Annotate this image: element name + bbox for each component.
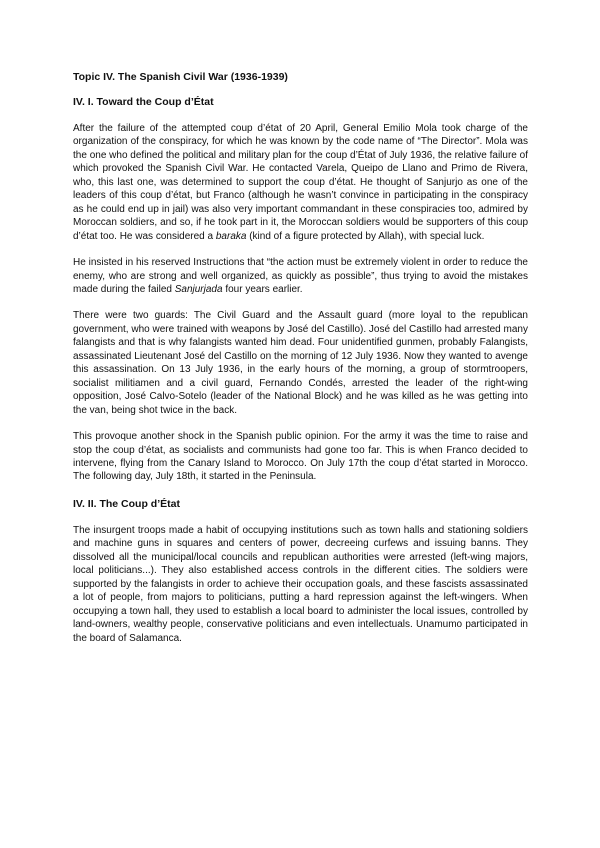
italic-term-baraka: baraka [215,230,247,242]
italic-term-sanjurjada: Sanjurjada [174,283,223,295]
paragraph-text: He insisted in his reserved Instructions that “the action must be extremely violent in order to reduce the enemy, who are strong and well organized, as quickly as possible”, thus trying to avoid the mistakes made during the failed [73,257,528,295]
document-page [73,70,528,658]
paragraph-text: four years earlier. [222,283,303,295]
paragraph-text: (kind of a figure protected by Allah), with special luck. [246,230,485,242]
document-title: Topic IV. The Spanish Civil War (1936-1939) [73,71,288,83]
section-heading-toward-coup: IV. I. Toward the Coup d’État [73,96,214,108]
paragraph-insurgent-troops: The insurgent troops made a habit of occupying institutions such as town halls and stationing soldiers and machine guns in squares and centers of power, decreeing curfews and issuing banns. They dissolved all the municipal/local councils and republican authorities were arrested (left-wing majors, local politicians...). They also established access controls in the different cities. The soldiers were supported by the falangists in order to achieve their occupation goals, and these fascists assassinated a lot of people, from majors to politicians, putting a hard repression against the left-wingers. When occupying a town hall, they used to establish a local board to administer the local issues, controlled by land-owners, wealthy people, conservative politicians and even intellectuals. Unamumo participated in the board of Salamanca. [73,524,528,644]
paragraph-instructions [73,256,528,296]
paragraph-mola-conspiracy [73,122,528,243]
paragraph-two-guards: There were two guards: The Civil Guard and the Assault guard (more loyal to the republican government, who were trained with weapons by José del Castillo). José del Castillo had arrested many falangists and that is why falangists wanted him dead. Four unidentified gunmen, probably Falangists, assassinated Lieutenant José del Castillo on the morning of 12 July 1936. Now they wanted to avenge this assassination. On 13 July 1936, in the early hours of the morning, a group of stormtroopers, socialist militiamen and a civil guard, Fernando Condés, arrested the leader of the right-wing opposition, José Calvo-Sotelo (leader of the National Block) and he was killed as he was getting into the van, being shot twice in the back. [73,310,528,416]
paragraph-text: After the failure of the attempted coup d’état of 20 April, General Emilio Mola took charge of the organization of the conspiracy, for which he was known by the code name of “The Director”. Mola was the one who defined the political and military plan for the coup d’État of July 1936, the relative failure of which provoked the Spanish Civil War. He contacted Varela, Queipo de Llano and Primo de Rivera, who, this last one, was determined to support the coup d’état. He thought of Sanjurjo as one of the leaders of this coup d’état, but Franco (although he wasn’t convince in participating in the conspiracy as he could end up in jail) was also very important commandant in these conspiracies too, admired by Moroccan soldiers, and so, if he took part in it, the Moroccan soldiers would be supporters of this coup d’état too. He was considered a [73,123,528,242]
paragraph-public-opinion: This provoque another shock in the Spanish public opinion. For the army it was the time to raise and stop the coup d’état, as socialists and communists had gone too far. This is when Franco decided to intervene, flying from the Canary Island to Morocco. On July 17th the coup d’état started in Morocco. The following day, July 18th, it started in the Peninsula. [73,431,528,483]
section-heading-coup: IV. II. The Coup d’État [73,497,180,510]
